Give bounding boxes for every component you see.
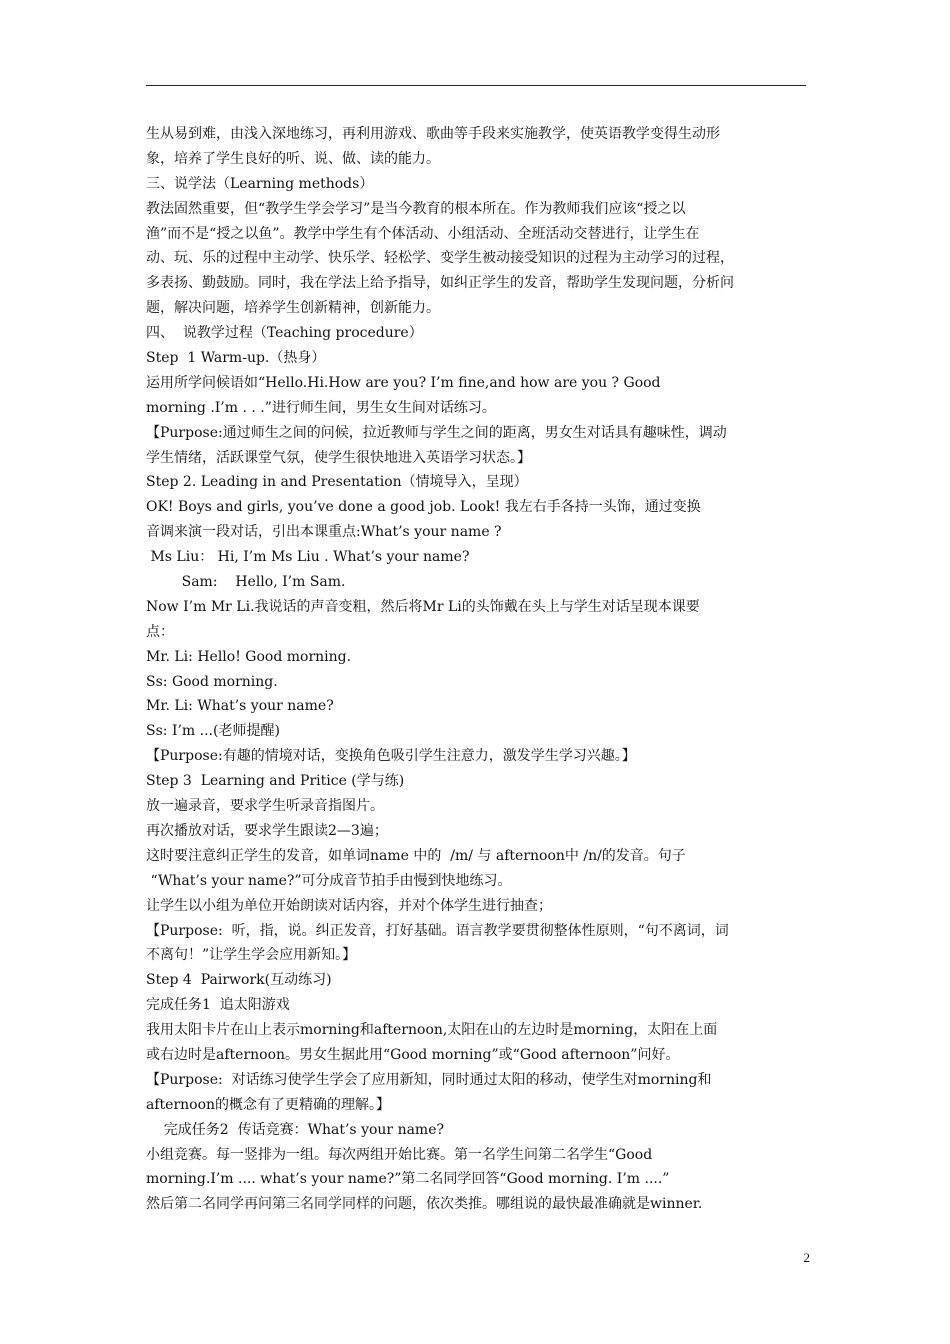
dialogue-line: Sam: Hello, I’m Sam. xyxy=(146,574,346,591)
text-line: 教法固然重要，但“教学生学会学习”是当今教育的根本所在。作为教师我们应该“授之以 xyxy=(146,200,686,217)
purpose-line: 【Purpose:有趣的情境对话，变换角色吸引学生注意力，激发学生学习兴趣。】 xyxy=(146,748,636,765)
text-line: “What’s your name?”可分成音节拍手由慢到快地练习。 xyxy=(146,872,512,889)
text-line: 放一遍录音，要求学生听录音指图片。 xyxy=(146,798,384,815)
text-line: 象，培养了学生良好的听、说、做、读的能力。 xyxy=(146,150,440,167)
text-line: 点： xyxy=(146,623,174,640)
section-heading: 三、说学法（Learning methods） xyxy=(146,175,374,192)
text-line: morning .I’m . . .”进行师生间，男生女生间对话练习。 xyxy=(146,399,496,416)
section-heading: 四、 说教学过程（Teaching procedure） xyxy=(146,325,423,342)
page-number: 2 xyxy=(803,1250,810,1265)
header-rule xyxy=(146,85,806,86)
text-line: 音调来演一段对话，引出本课重点:What’s your name ? xyxy=(146,524,502,541)
task-heading: 完成任务1 追太阳游戏 xyxy=(146,997,290,1014)
task-heading: 完成任务2 传话竞赛：What’s your name? xyxy=(146,1121,444,1138)
dialogue-line: Mr. Li: What’s your name? xyxy=(146,698,334,715)
dialogue-line: Mr. Li: Hello! Good morning. xyxy=(146,648,352,665)
text-line: 生从易到难，由浅入深地练习，再利用游戏、歌曲等手段来实施教学，使英语教学变得生动形 xyxy=(146,126,720,142)
dialogue-line: Ss: Good morning. xyxy=(146,673,278,690)
dialogue-line: Ss: I’m ...(老师提醒) xyxy=(146,723,280,740)
purpose-line: 学生情绪，活跃课堂气氛，使学生很快地进入英语学习状态。】 xyxy=(146,449,531,466)
step-heading: Step 2. Leading in and Presentation（情境导入，呈现） xyxy=(146,474,528,491)
text-line: 让学生以小组为单位开始朗读对话内容，并对个体学生进行抽查； xyxy=(146,897,552,914)
text-line: 多表扬、勤鼓励。同时，我在学法上给予指导，如纠正学生的发音，帮助学生发现问题，分析问 xyxy=(146,275,734,292)
text-line: 小组竞赛。每一竖排为一组。每次两组开始比赛。第一名学生问第二名学生“Good xyxy=(146,1146,653,1163)
step-heading: Step 4 Pairwork(互动练习) xyxy=(146,972,332,989)
step-heading: Step 1 Warm-up.（热身） xyxy=(146,350,326,367)
text-line: 渔”而不是“授之以鱼”。教学中学生有个体活动、小组活动、全班活动交替进行，让学生在 xyxy=(146,225,700,242)
step-heading: Step 3 Learning and Pritice (学与练) xyxy=(146,773,405,790)
purpose-line: 【Purpose: 对话练习使学生学会了应用新知，同时通过太阳的移动，使学生对morning和 xyxy=(146,1071,712,1088)
text-line: 我用太阳卡片在山上表示morning和afternoon,太阳在山的左边时是morning，太阳在上面 xyxy=(146,1022,718,1039)
text-line: 或右边时是afternoon。男女生据此用“Good morning”或“Good afternoon”问好。 xyxy=(146,1046,680,1063)
text-line: 然后第二名同学再问第三名同学同样的问题，依次类推。哪组说的最快最准确就是winner. xyxy=(146,1196,703,1213)
purpose-line: 不离句！”让学生学会应用新知。】 xyxy=(146,947,357,964)
text-line: 动、玩、乐的过程中主动学、快乐学、轻松学、变学生被动接受知识的过程为主动学习的过程， xyxy=(146,250,734,267)
dialogue-line: Ms Liu： Hi, I’m Ms Liu . What’s your name? xyxy=(146,549,470,566)
text-line: 这时要注意纠正学生的发音，如单词name 中的 /m/ 与 afternoon中 /n/的发音。句子 xyxy=(146,847,686,864)
text-line: Now I’m Mr Li.我说话的声音变粗，然后将Mr Li的头饰戴在头上与学生对话呈现本课要 xyxy=(146,598,700,615)
text-line: 题，解决问题，培养学生创新精神，创新能力。 xyxy=(146,300,440,317)
purpose-line: 【Purpose:通过师生之间的问候，拉近教师与学生之间的距离，男女生对话具有趣味性，调动 xyxy=(146,424,727,441)
purpose-line: afternoon的概念有了更精确的理解。】 xyxy=(146,1096,391,1113)
text-line: 运用所学问候语如“Hello.Hi.How are you? I’m fine,and how are you ? Good xyxy=(146,374,661,391)
text-line: 再次播放对话，要求学生跟读2—3遍； xyxy=(146,822,388,839)
document-body xyxy=(146,122,808,1217)
text-line: OK! Boys and girls, you’ve done a good job. Look! 我左右手各持一头饰，通过变换 xyxy=(146,499,701,516)
purpose-line: 【Purpose: 听，指，说。纠正发音，打好基础。语言教学要贯彻整体性原则，“句不离词，词 xyxy=(146,922,729,939)
text-line: morning.I’m .... what’s your name?”第二名同学回答“Good morning. I’m ....” xyxy=(146,1171,670,1188)
